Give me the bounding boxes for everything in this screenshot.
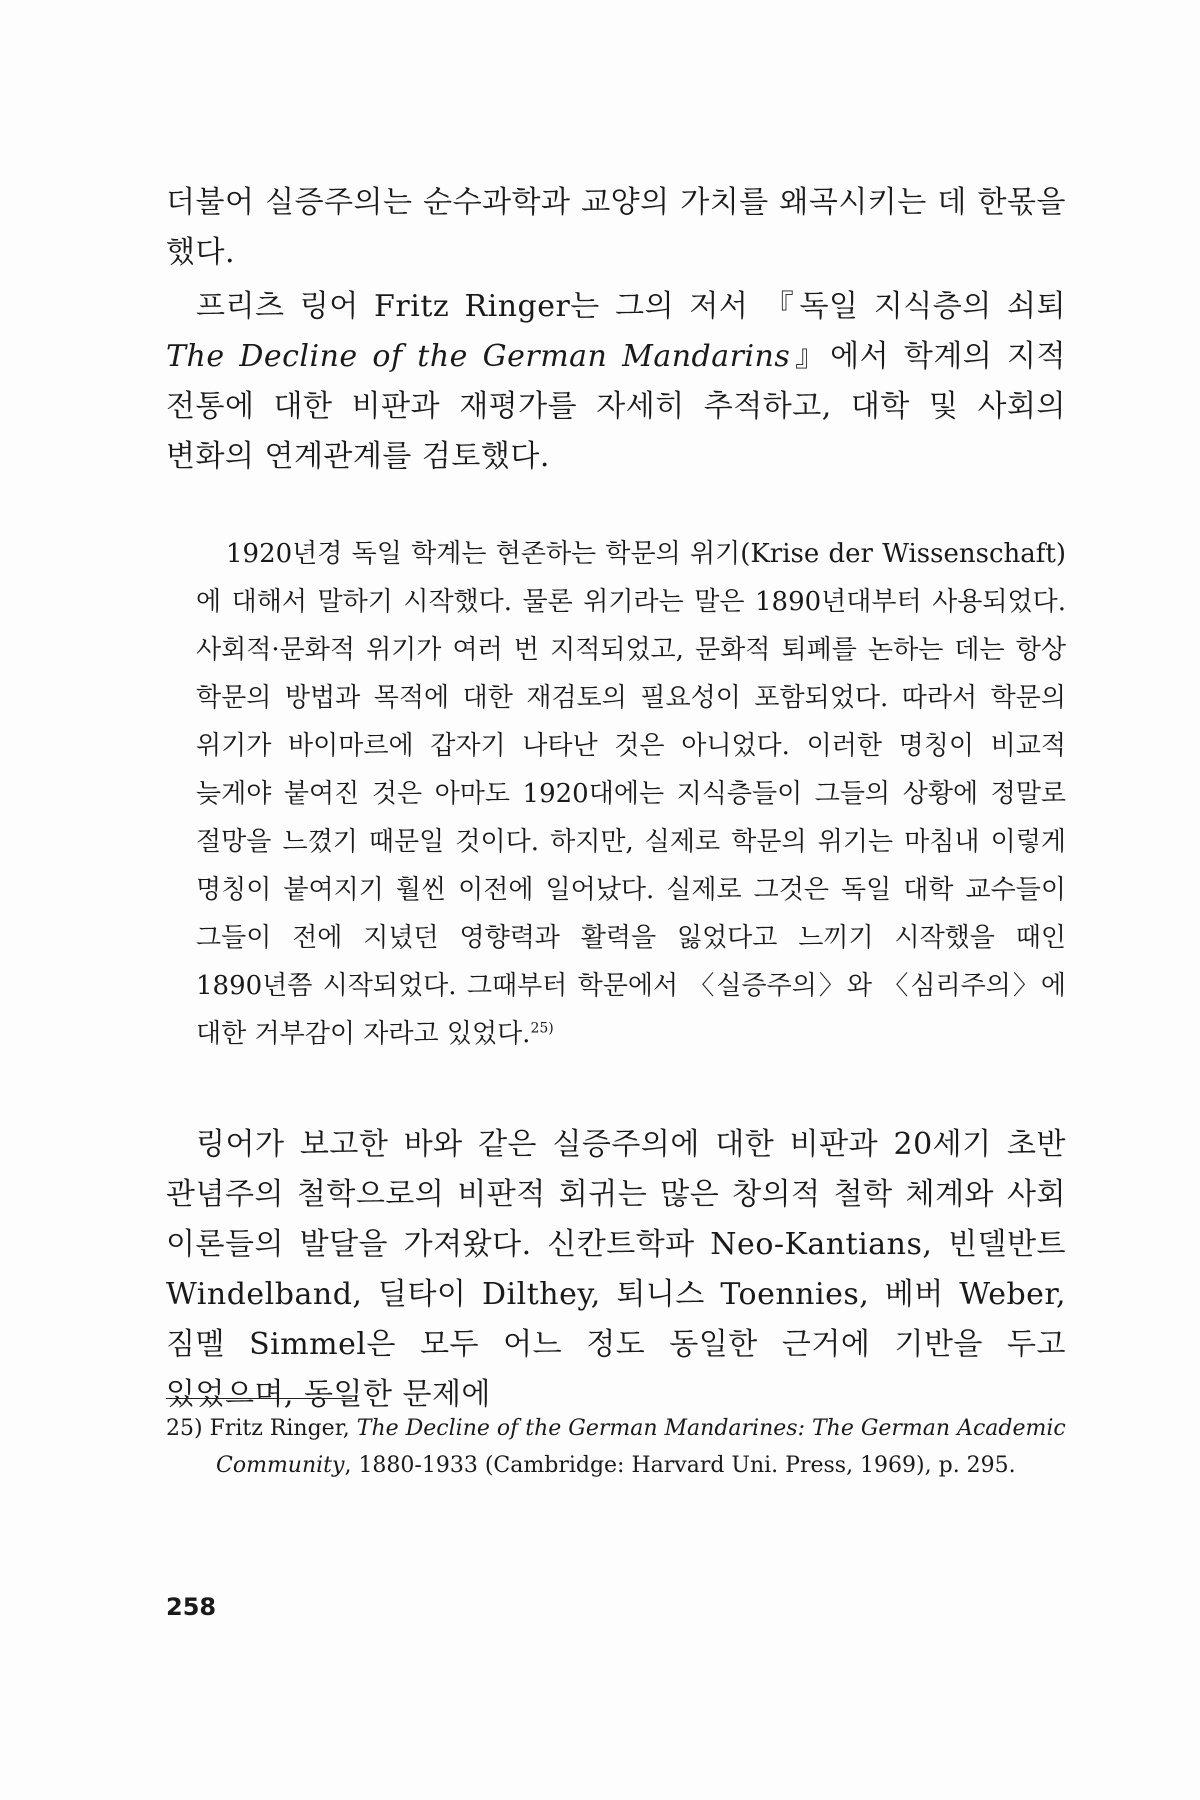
book-title-italic: The Decline of the German Mandarins (166, 339, 791, 374)
footnote (166, 1410, 1066, 1484)
block-quote (196, 530, 1066, 1058)
footnote-reference[interactable]: 25) (530, 1020, 554, 1037)
paragraph-3: 링어가 보고한 바와 같은 실증주의에 대한 비판과 20세기 초반 관념주의 철학으로의 비판적 회귀는 많은 창의적 철학 체계와 사회 이론들의 발달을 가져왔다. 신칸트학파 Neo-Kantians, 빈델반트 Windelband, 딜타이 Dilthey, 퇴니스 Toennies, 베버 Weber, 짐멜 Simmel은 모두 어느 정도 동일한 근거에 기반을 두고 있었으며, 동일한 문제에 (166, 1127, 1066, 1412)
paragraph-2 (166, 282, 1066, 482)
paragraph-1: 더불어 실증주의는 순수과학과 교양의 가치를 왜곡시키는 데 한몫을 했다. (166, 185, 1066, 270)
footnote-title: The Decline of the German Mandarines: The German Academic Community (216, 1416, 1066, 1478)
footnote-number: 25) (166, 1416, 203, 1441)
block-quote-text: 1920년경 독일 학계는 현존하는 학문의 위기(Krise der Wissenschaft)에 대해서 말하기 시작했다. 물론 위기라는 말은 1890년대부터 사용되었다. 사회적·문화적 위기가 여러 번 지적되었고, 문화적 퇴폐를 논하는 데는 항상 학문의 방법과 목적에 대한 재검토의 필요성이 포함되었다. 따라서 학문의 위기가 바이마르에 갑자기 나타난 것은 아니었다. 이러한 명칭이 비교적 늦게야 붙여진 것은 아마도 1920대에는 지식층들이 그들의 상황에 정말로 절망을 느꼈기 때문일 것이다. 하지만, 실제로 학문의 위기는 마침내 이렇게 명칭이 붙여지기 훨씬 이전에 일어났다. 실제로 그것은 독일 대학 교수들이 그들이 전에 지녔던 영향력과 활력을 잃었다고 느끼기 시작했을 때인 1890년쯤 시작되었다. 그때부터 학문에서 〈실증주의〉와 〈심리주의〉에 대한 거부감이 자라고 있었다. (196, 539, 1066, 1049)
footnote-divider (166, 1398, 352, 1399)
paragraph-2-text-after-title: 』에서 학계의 지적 전통에 대한 비판과 재평가를 자세히 추적하고, 대학 및 사회의 변화의 연계관계를 검토했다. (166, 339, 1066, 474)
footnote-author: Fritz Ringer, (209, 1416, 357, 1441)
footnote-details: , 1880-1933 (Cambridge: Harvard Uni. Press, 1969), p. 295. (344, 1453, 1016, 1478)
paragraph-2-text-before-title: 프리츠 링어 Fritz Ringer는 그의 저서 『독일 지식층의 쇠퇴 (196, 289, 1066, 324)
page-number: 258 (166, 1593, 217, 1621)
